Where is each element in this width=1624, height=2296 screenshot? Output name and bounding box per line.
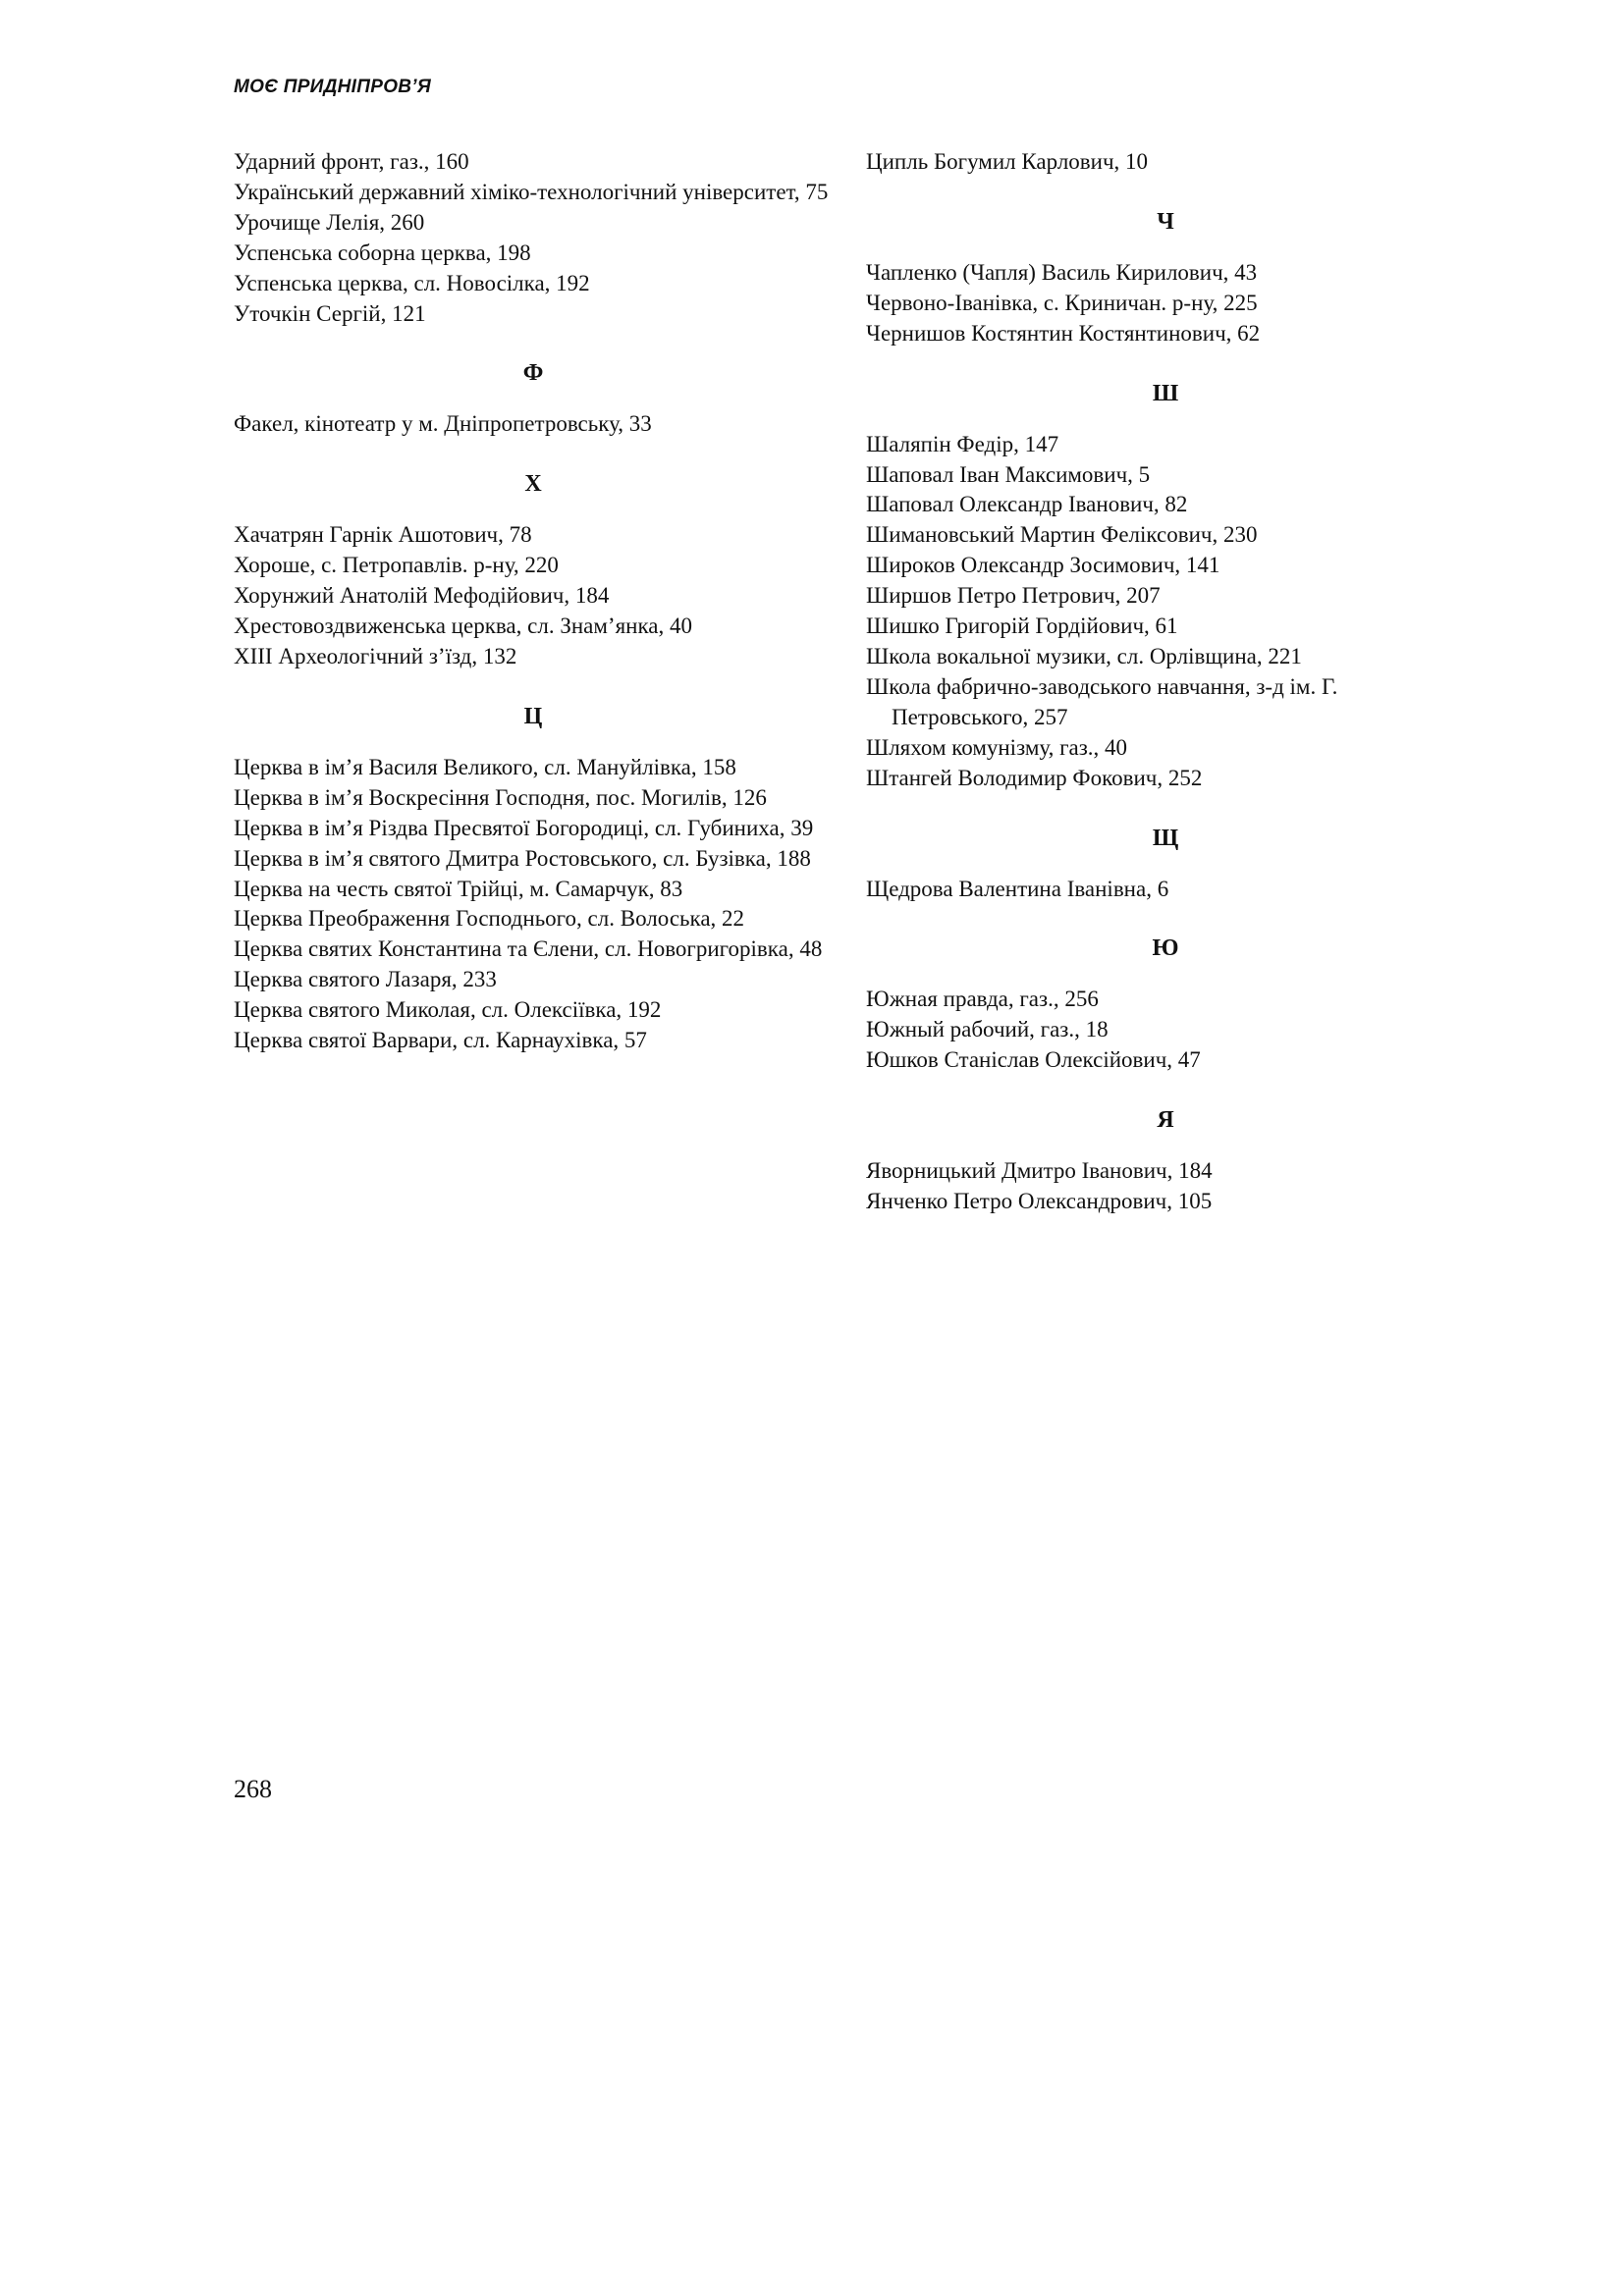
index-entry: Шаповал Олександр Іванович, 82	[866, 492, 1188, 517]
index-section	[866, 207, 1465, 349]
index-entry: Хорунжий Анатолій Мефодійович, 184	[234, 583, 610, 609]
index-entry: Хачатрян Гарнік Ашотович, 78	[234, 522, 532, 548]
index-section	[234, 702, 833, 1056]
section-letter: Ч	[1157, 208, 1174, 235]
running-head: МОЄ ПРИДНІПРОВ’Я	[234, 77, 432, 97]
index-section	[866, 379, 1465, 794]
index-section	[234, 469, 833, 672]
index-entry: Червоно-Іванівка, с. Криничан. р-ну, 225	[866, 290, 1258, 315]
index-section	[866, 1105, 1465, 1217]
index-section	[234, 358, 833, 440]
page-number: 268	[234, 1775, 272, 1803]
index-entry: Успенська церква, сл. Новосілка, 192	[234, 270, 590, 295]
index-entry: Чапленко (Чапля) Василь Кирилович, 43	[866, 259, 1258, 285]
index-entry: Церква в ім’я Воскресіння Господня, пос. Могилів, 126	[234, 784, 767, 810]
index-entry: Шимановський Мартин Феліксович, 230	[866, 522, 1258, 548]
index-entry: Ципль Богумил Карлович, 10	[866, 149, 1149, 174]
index-entry: Факел, кінотеатр у м. Дніпропетровську, 33	[234, 411, 652, 437]
section-letter: Ю	[1152, 935, 1179, 962]
index-entry: Щедрова Валентина Іванівна, 6	[866, 876, 1169, 901]
section-letter: Ш	[1152, 380, 1179, 406]
index-entry: Чернишов Костянтин Костянтинович, 62	[866, 320, 1261, 346]
index-entry: Ударний фронт, газ., 160	[234, 149, 469, 174]
index-entry: Церква на честь святої Трійці, м. Самарчук, 83	[234, 876, 683, 901]
index-entry: Церква святого Лазаря, 233	[234, 967, 497, 992]
index-entry: Церква святої Варвари, сл. Карнаухівка, 57	[234, 1028, 647, 1053]
index-entry: Хороше, с. Петропавлів. р-ну, 220	[234, 553, 559, 578]
index-section	[866, 934, 1465, 1076]
section-letter: Х	[524, 471, 542, 498]
index-entry: Штангей Володимир Фокович, 252	[866, 765, 1203, 790]
index-entry: Янченко Петро Олександрович, 105	[866, 1189, 1213, 1214]
index-entry: Южный рабочий, газ., 18	[866, 1017, 1109, 1042]
index-entry: Український державний хіміко-технологічний університет, 75	[234, 179, 829, 204]
index-entry: Шишко Григорій Гордійович, 61	[866, 614, 1178, 639]
index-entry: Церква Преображення Господнього, сл. Волоська, 22	[234, 906, 745, 932]
index-entry: Школа вокальної музики, сл. Орлівщина, 221	[866, 643, 1302, 668]
index-entry: Шаляпін Федір, 147	[866, 431, 1059, 456]
index-entry: Церква святих Константина та Єлени, сл. Новогригорівка, 48	[234, 936, 823, 962]
section-letter: Щ	[1152, 825, 1179, 851]
section-letter: Я	[1157, 1107, 1174, 1134]
index-section	[234, 147, 833, 329]
index-entry: Шаповал Іван Максимович, 5	[866, 461, 1151, 487]
section-letter: Ф	[522, 360, 544, 387]
index-entry: Школа фабрично-заводського навчання, з-д ім. Г. Петровського, 257	[866, 673, 1338, 729]
index-entry: Урочище Лелія, 260	[234, 209, 425, 235]
index-entry: Яворницький Дмитро Іванович, 184	[866, 1158, 1213, 1184]
index-entry: Шляхом комунізму, газ., 40	[866, 734, 1128, 760]
index-entry: Церква в ім’я Різдва Пресвятої Богородиці, сл. Губиниха, 39	[234, 815, 814, 840]
index-entry: Юшков Станіслав Олексійович, 47	[866, 1047, 1201, 1073]
section-letter: Ц	[523, 703, 543, 729]
index-entry: Ширшов Петро Петрович, 207	[866, 583, 1161, 609]
index-entry: Церква в ім’я святого Дмитра Ростовського, сл. Бузівка, 188	[234, 845, 811, 871]
index-entry: Успенська соборна церква, 198	[234, 240, 531, 265]
index-entry: Уточкін Сергій, 121	[234, 300, 426, 326]
index-column-left	[234, 147, 833, 1056]
index-section	[866, 824, 1465, 905]
index-section	[866, 147, 1465, 178]
index-entry: Церква в ім’я Василя Великого, сл. Мануйлівка, 158	[234, 754, 736, 779]
index-entry: Широков Олександр Зосимович, 141	[866, 553, 1220, 578]
index-entry: Церква святого Миколая, сл. Олексіївка, 192	[234, 997, 662, 1023]
index-entry: Хрестовоздвиженська церква, сл. Знам’янка, 40	[234, 614, 692, 639]
index-entry: Южная правда, газ., 256	[866, 987, 1099, 1012]
index-entry: XIII Археологічний з’їзд, 132	[234, 643, 517, 668]
index-column-right	[866, 147, 1465, 1217]
